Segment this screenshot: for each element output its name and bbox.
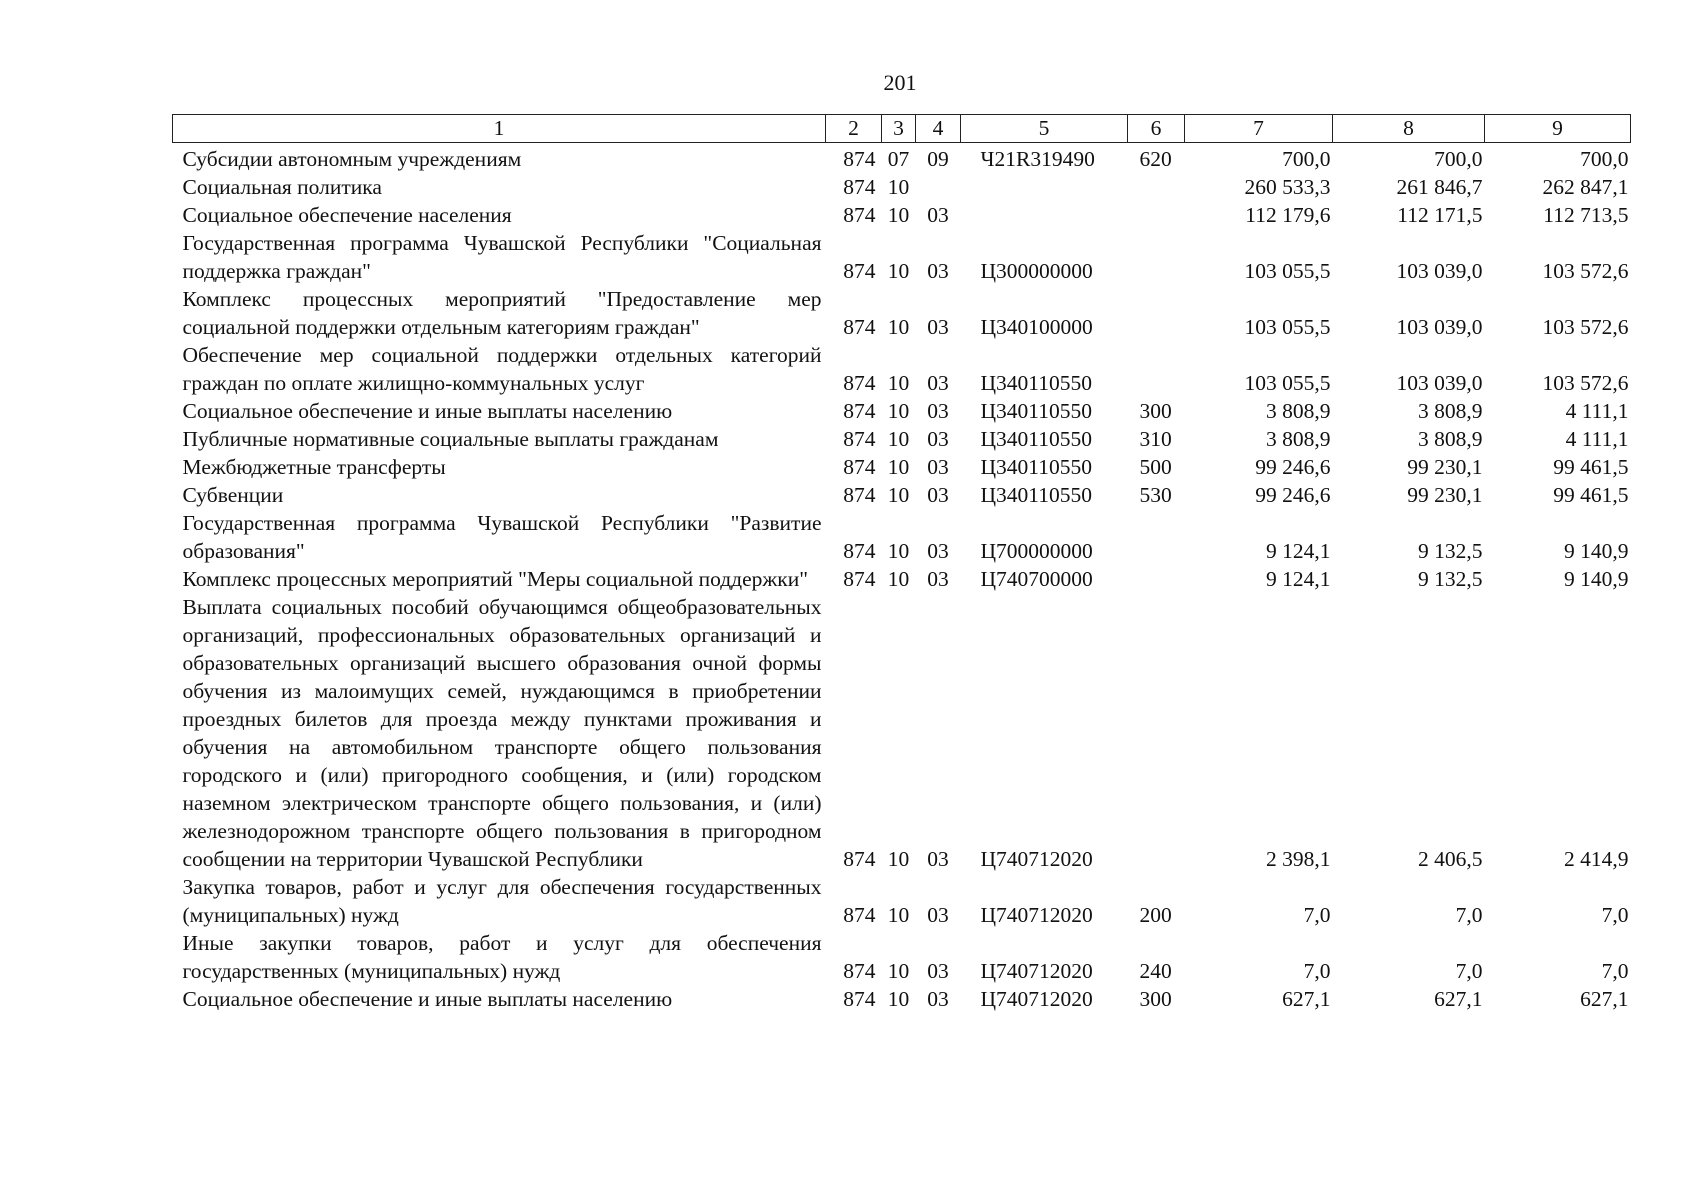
- amount-col-7: 103 055,5: [1244, 315, 1331, 339]
- section-code: 10: [887, 203, 910, 227]
- amount-col-7: 103 055,5: [1244, 259, 1331, 283]
- subsection-code: 03: [927, 483, 949, 507]
- table-row: [173, 929, 1631, 985]
- amount-col-7: 7,0: [1303, 959, 1331, 983]
- target-article-code: Ц740712020: [980, 987, 1093, 1011]
- header-col-8: 8: [1333, 115, 1485, 143]
- table-row: [173, 565, 1631, 593]
- amount-col-8: 99 230,1: [1407, 483, 1483, 507]
- amount-col-8: 261 846,7: [1396, 175, 1483, 199]
- row-name: Социальное обеспечение и иные выплаты населению: [182, 987, 673, 1011]
- section-code: 10: [887, 455, 910, 479]
- target-article-code: Ц340100000: [980, 315, 1093, 339]
- expense-type-code: [1128, 565, 1185, 593]
- grbs-code: 874: [843, 147, 876, 171]
- grbs-code: 874: [843, 483, 876, 507]
- header-col-4: 4: [916, 115, 961, 143]
- amount-col-8: 9 132,5: [1418, 567, 1483, 591]
- header-col-9: 9: [1485, 115, 1631, 143]
- table-row: [173, 873, 1631, 929]
- row-name: Социальная политика: [182, 175, 382, 199]
- target-article-code: Ч21R319490: [980, 147, 1095, 171]
- row-name: Публичные нормативные социальные выплаты гражданам: [182, 427, 719, 451]
- grbs-code: 874: [843, 259, 876, 283]
- section-code: 10: [887, 427, 910, 451]
- table-row: [173, 985, 1631, 1013]
- table-row: [173, 509, 1631, 565]
- table-row: [173, 453, 1631, 481]
- section-code: 10: [887, 903, 910, 927]
- amount-col-9: 2 414,9: [1564, 847, 1629, 871]
- grbs-code: 874: [843, 399, 876, 423]
- grbs-code: 874: [843, 847, 876, 871]
- table-row: [173, 397, 1631, 425]
- amount-col-9: 103 572,6: [1542, 371, 1629, 395]
- table-row: [173, 173, 1631, 201]
- header-col-6: 6: [1128, 115, 1185, 143]
- page-number: 201: [883, 70, 917, 95]
- expense-type-code: 310: [1139, 427, 1172, 451]
- table-body: [173, 143, 1631, 1014]
- table-row: [173, 481, 1631, 509]
- amount-col-9: 262 847,1: [1542, 175, 1629, 199]
- grbs-code: 874: [843, 371, 876, 395]
- expense-type-code: [1128, 509, 1185, 565]
- section-code: 10: [887, 539, 910, 563]
- amount-col-8: 103 039,0: [1396, 259, 1483, 283]
- expense-type-code: [1128, 229, 1185, 285]
- amount-col-9: 103 572,6: [1542, 259, 1629, 283]
- amount-col-7: 9 124,1: [1266, 567, 1331, 591]
- subsection-code: 03: [927, 903, 949, 927]
- table-row: [173, 285, 1631, 341]
- amount-col-9: 627,1: [1580, 987, 1629, 1011]
- row-name: Социальное обеспечение и иные выплаты населению: [182, 399, 673, 423]
- target-article-code: Ц340110550: [980, 427, 1092, 451]
- target-article-code: Ц300000000: [980, 259, 1093, 283]
- subsection-code: 03: [927, 539, 949, 563]
- header-col-5: 5: [961, 115, 1128, 143]
- expense-type-code: [1128, 341, 1185, 397]
- row-name: Государственная программа Чувашской Республики "Социальная поддержка граждан": [182, 231, 822, 283]
- amount-col-9: 4 111,1: [1565, 399, 1629, 423]
- amount-col-8: 7,0: [1455, 959, 1483, 983]
- row-name: Комплекс процессных мероприятий "Меры социальной поддержки": [182, 567, 808, 591]
- row-name: Социальное обеспечение населения: [182, 203, 512, 227]
- grbs-code: 874: [843, 539, 876, 563]
- target-article-code: Ц340110550: [980, 399, 1092, 423]
- table-row: [173, 425, 1631, 453]
- row-name: Субвенции: [182, 483, 284, 507]
- section-code: 10: [887, 399, 910, 423]
- subsection-code: 03: [927, 959, 949, 983]
- header-col-7: 7: [1185, 115, 1333, 143]
- grbs-code: 874: [843, 959, 876, 983]
- amount-col-7: 627,1: [1282, 987, 1331, 1011]
- row-name: Государственная программа Чувашской Республики "Развитие образования": [182, 511, 822, 563]
- section-code: 10: [887, 259, 910, 283]
- amount-col-8: 700,0: [1434, 147, 1483, 171]
- budget-table: [172, 114, 1631, 1013]
- amount-col-9: 99 461,5: [1553, 455, 1629, 479]
- amount-col-9: 112 713,5: [1543, 203, 1629, 227]
- target-article-code: [961, 173, 1128, 201]
- row-name: Субсидии автономным учреждениям: [182, 147, 522, 171]
- expense-type-code: 200: [1139, 903, 1172, 927]
- amount-col-7: 700,0: [1282, 147, 1331, 171]
- target-article-code: Ц740712020: [980, 959, 1093, 983]
- table-row: [173, 229, 1631, 285]
- header-col-1: 1: [173, 115, 826, 143]
- amount-col-7: 260 533,3: [1244, 175, 1331, 199]
- amount-col-8: 9 132,5: [1418, 539, 1483, 563]
- expense-type-code: 300: [1139, 987, 1172, 1011]
- amount-col-8: 7,0: [1455, 903, 1483, 927]
- expense-type-code: 300: [1139, 399, 1172, 423]
- amount-col-7: 3 808,9: [1266, 427, 1331, 451]
- section-code: 10: [887, 175, 910, 199]
- row-name: Закупка товаров, работ и услуг для обеспечения государственных (муниципальных) нужд: [182, 875, 822, 927]
- amount-col-8: 112 171,5: [1397, 203, 1483, 227]
- expense-type-code: 240: [1139, 959, 1172, 983]
- table-row: [173, 201, 1631, 229]
- amount-col-7: 99 246,6: [1255, 455, 1331, 479]
- target-article-code: Ц700000000: [980, 539, 1093, 563]
- subsection-code: 03: [927, 847, 949, 871]
- expense-type-code: [1128, 173, 1185, 201]
- amount-col-7: 2 398,1: [1266, 847, 1331, 871]
- subsection-code: 03: [927, 455, 949, 479]
- target-article-code: Ц340110550: [980, 455, 1092, 479]
- amount-col-9: 7,0: [1601, 903, 1629, 927]
- grbs-code: 874: [843, 427, 876, 451]
- amount-col-9: 9 140,9: [1564, 567, 1629, 591]
- target-article-code: [961, 201, 1128, 229]
- subsection-code: 03: [927, 315, 949, 339]
- section-code: 10: [887, 847, 910, 871]
- subsection-code: 03: [927, 399, 949, 423]
- amount-col-8: 103 039,0: [1396, 315, 1483, 339]
- subsection-code: 03: [927, 371, 949, 395]
- table-row: [173, 143, 1631, 174]
- grbs-code: 874: [843, 903, 876, 927]
- subsection-code: 03: [927, 203, 949, 227]
- subsection-code: 09: [927, 147, 949, 171]
- expense-type-code: 500: [1139, 455, 1172, 479]
- amount-col-7: 7,0: [1303, 903, 1331, 927]
- target-article-code: Ц740700000: [980, 567, 1093, 591]
- grbs-code: 874: [843, 175, 876, 199]
- amount-col-7: 99 246,6: [1255, 483, 1331, 507]
- expense-type-code: [1128, 201, 1185, 229]
- amount-col-7: 103 055,5: [1244, 371, 1331, 395]
- table-row: [173, 341, 1631, 397]
- amount-col-9: 99 461,5: [1553, 483, 1629, 507]
- target-article-code: Ц740712020: [980, 847, 1093, 871]
- section-code: 07: [887, 147, 910, 171]
- subsection-code: 03: [927, 427, 949, 451]
- table-header-row: [173, 115, 1631, 143]
- section-code: 10: [887, 371, 910, 395]
- target-article-code: Ц340110550: [980, 483, 1092, 507]
- section-code: 10: [887, 567, 910, 591]
- grbs-code: 874: [843, 315, 876, 339]
- grbs-code: 874: [843, 987, 876, 1011]
- amount-col-9: 700,0: [1580, 147, 1629, 171]
- amount-col-9: 4 111,1: [1565, 427, 1629, 451]
- amount-col-8: 3 808,9: [1418, 399, 1483, 423]
- amount-col-8: 99 230,1: [1407, 455, 1483, 479]
- subsection-code: 03: [927, 259, 949, 283]
- amount-col-9: 103 572,6: [1542, 315, 1629, 339]
- row-name: Выплата социальных пособий обучающимся общеобразовательных организаций, профессиональных образовательных организаций и образовательных организаций высшего образования очной формы обучения из малоимущих семей, нуждающимся в приобретении проездных билетов для проезда между пунктами проживания и обучения на автомобильном транспорте общего пользования городского и (или) пригородного сообщения, и (или) городском наземном электрическом транспорте общего пользования, и (или) железнодорожном транспорте общего пользования в пригородном сообщении на территории Чувашской Республики: [182, 595, 822, 871]
- section-code: 10: [887, 315, 910, 339]
- table-row: [173, 593, 1631, 873]
- expense-type-code: [1128, 285, 1185, 341]
- amount-col-7: 3 808,9: [1266, 399, 1331, 423]
- header-col-3: 3: [882, 115, 916, 143]
- amount-col-8: 3 808,9: [1418, 427, 1483, 451]
- row-name: Иные закупки товаров, работ и услуг для обеспечения государственных (муниципальных) нужд: [182, 931, 822, 983]
- subsection-code: 03: [927, 567, 949, 591]
- grbs-code: 874: [843, 455, 876, 479]
- section-code: 10: [887, 483, 910, 507]
- amount-col-9: 9 140,9: [1564, 539, 1629, 563]
- row-name: Комплекс процессных мероприятий "Предоставление мер социальной поддержки отдельным категориям граждан": [182, 287, 822, 339]
- row-name: Обеспечение мер социальной поддержки отдельных категорий граждан по оплате жилищно-коммунальных услуг: [182, 343, 822, 395]
- subsection-code: 03: [927, 987, 949, 1011]
- expense-type-code: [1128, 593, 1185, 873]
- amount-col-8: 2 406,5: [1418, 847, 1483, 871]
- amount-col-8: 627,1: [1434, 987, 1483, 1011]
- target-article-code: Ц340110550: [980, 371, 1092, 395]
- expense-type-code: 620: [1139, 147, 1172, 171]
- subsection-code: [916, 173, 961, 201]
- amount-col-7: 112 179,6: [1245, 203, 1331, 227]
- section-code: 10: [887, 959, 910, 983]
- section-code: 10: [887, 987, 910, 1011]
- target-article-code: Ц740712020: [980, 903, 1093, 927]
- amount-col-7: 9 124,1: [1266, 539, 1331, 563]
- row-name: Межбюджетные трансферты: [182, 455, 446, 479]
- expense-type-code: 530: [1139, 483, 1172, 507]
- grbs-code: 874: [843, 203, 876, 227]
- header-col-2: 2: [826, 115, 882, 143]
- amount-col-9: 7,0: [1601, 959, 1629, 983]
- amount-col-8: 103 039,0: [1396, 371, 1483, 395]
- grbs-code: 874: [843, 567, 876, 591]
